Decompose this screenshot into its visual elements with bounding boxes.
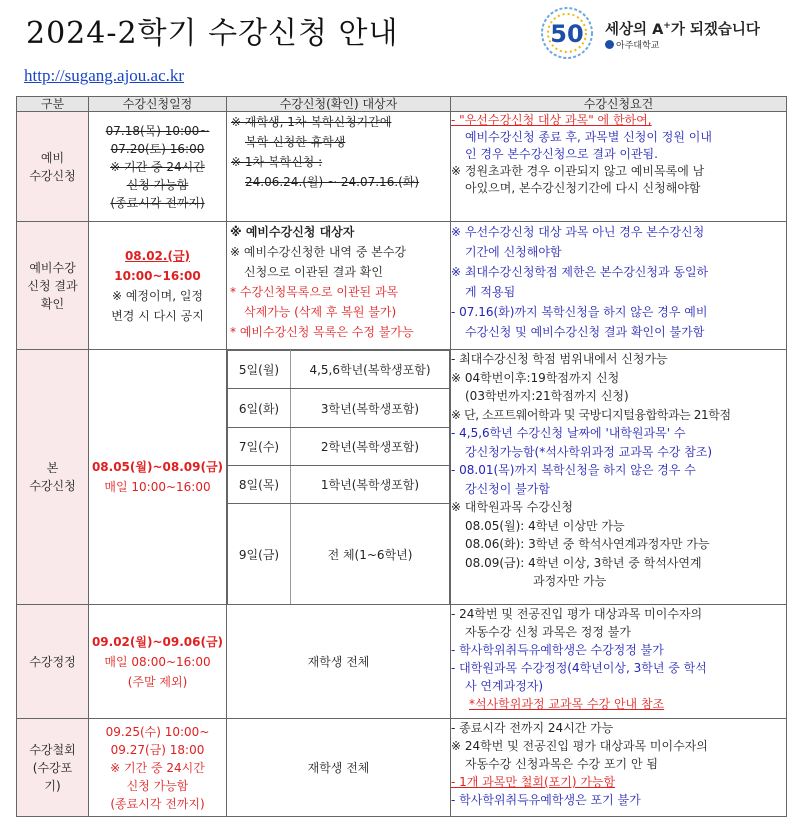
target-cell <box>227 350 451 605</box>
day-label: 6일(화) <box>228 389 291 427</box>
day-label: 9일(금) <box>228 504 291 604</box>
schedule-cell: 09.02(월)~09.06(금) 매일 08:00~16:00 (주말 제외) <box>89 605 227 719</box>
day-table <box>227 350 450 604</box>
col-header: 수강신청요건 <box>451 97 787 112</box>
day-label: 5일(월) <box>228 351 291 389</box>
row-title: 예비수강 신청 결과 확인 <box>17 222 89 350</box>
slogan: 세상의 A+가 되겠습니다 <box>605 21 760 38</box>
col-header: 수강신청(확인) 대상자 <box>227 97 451 112</box>
target-cell: 재학생 전체 <box>227 719 451 817</box>
day-label: 8일(목) <box>228 466 291 504</box>
svg-text:50: 50 <box>550 20 584 48</box>
day-target: 2학년(복학생포함) <box>291 427 450 465</box>
university-logo <box>535 6 785 60</box>
col-header: 수강신청일정 <box>89 97 227 112</box>
page-header <box>0 0 791 92</box>
target-cell: 재학생 전체 <box>227 605 451 719</box>
col-header: 구분 <box>17 97 89 112</box>
row-title: 본 수강신청 <box>17 350 89 605</box>
row-title: 예비 수강신청 <box>17 112 89 222</box>
target-cell: ※ 예비수강신청 대상자 ※ 예비수강신청한 내역 중 본수강 신청으로 이관된 결과 확인 * 수강신청목록으로 이관된 과목 삭제가능 (삭제 후 복원 불가) * 예비수강신청 목록은 수정 불가능 <box>227 222 451 350</box>
table-row <box>17 719 787 817</box>
day-label: 7일(수) <box>228 427 291 465</box>
day-row <box>228 427 450 465</box>
target-cell: ※ 재학생, 1차 복학신청기간에 복학 신청한 휴학생 ※ 1차 복학신청 : 24.06.24.(월) ~ 24.07.16.(화) <box>227 112 451 222</box>
day-row <box>228 389 450 427</box>
page-title: 2024-2학기 수강신청 안내 <box>26 16 399 51</box>
day-target: 3학년(복학생포함) <box>291 389 450 427</box>
day-target: 4,5,6학년(복학생포함) <box>291 351 450 389</box>
schedule-table <box>16 96 787 817</box>
requirement-cell: - 종료시각 전까지 24시간 가능 ※ 24학번 및 전공진입 평가 대상과목 미이수자의 자동수강 신청과목은 수강 포기 안 됨 - 1개 과목만 철회(포기) 가능함 - 학사학위취득유예학생은 포기 불가 <box>451 719 787 817</box>
table-row <box>17 350 787 605</box>
schedule-cell: 08.05(월)~08.09(금) 매일 10:00~16:00 <box>89 350 227 605</box>
requirement-cell: - 24학번 및 전공진입 평가 대상과목 미이수자의 자동수강 신청 과목은 정정 불가 - 학사학위취득유예학생은 수강정정 불가 - 대학원과목 수강정정(4학년이상, 3학년 중 학석 사 연계과정자) *석사학위과정 교과목 수강 안내 참조 <box>451 605 787 719</box>
day-row <box>228 351 450 389</box>
requirement-cell: - 최대수강신청 학점 범위내에서 신청가능 ※ 04학번이후:19학점까지 신청 (03학번까지:21학점까지 신청) ※ 단, 소프트웨어학과 및 국방디지털융합학과는 21학점 - 4,5,6학년 수강신청 날짜에 '내학원과목' 수 강신청가능함(*석사학위과정 교과목 수강 참조) - 08.01(목)까지 복학신청을 하지 않은 경우 수 강신청이 불가함 ※ 대학원과목 수강신청 08.05(월): 4학년 이상만 가능 08.06(화): 3학년 중 학석사연계과정자만 가능 08.09(금): 4학년 이상, 3학년 중 학석사연계 과정자만 가능 <box>451 350 787 605</box>
requirement-cell: ※ 우선수강신청 대상 과목 아닌 경우 본수강신청 기간에 신청해야함 ※ 최대수강신청학점 제한은 본수강신청과 동일하 게 적용됨 - 07.16(화)까지 복학신청을 하지 않은 경우 예비 수강신청 및 예비수강신청 결과 확인이 불가함 <box>451 222 787 350</box>
ajou-emblem-icon <box>605 40 614 49</box>
schedule-cell: 07.18(목) 10:00~ 07.20(토) 16:00 ※ 기간 중 24시간 신청 가능함 (종료시각 전까지) <box>89 112 227 222</box>
table-header-row <box>17 97 787 112</box>
day-row <box>228 466 450 504</box>
table-row <box>17 605 787 719</box>
day-target: 전 체(1~6학년) <box>291 504 450 604</box>
schedule-cell: 08.02.(금) 10:00~16:00 ※ 예정이며, 일정 변경 시 다시 공지 <box>89 222 227 350</box>
sugang-link[interactable]: http://sugang.ajou.ac.kr <box>24 66 185 85</box>
schedule-cell: 09.25(수) 10:00~ 09.27(금) 18:00 ※ 기간 중 24시간 신청 가능함 (종료시각 전까지) <box>89 719 227 817</box>
row-title: 수강정정 <box>17 605 89 719</box>
table-row <box>17 112 787 222</box>
requirement-cell: - "우선수강신청 대상 과목" 에 한하여, 예비수강신청 종료 후, 과목별 신청이 정원 이내 인 경우 본수강신청으로 결과 이관됨. ※ 정원초과한 경우 이관되지 않고 예비목록에 남 아있으며, 본수강신청기간에 다시 신청해야함 <box>451 112 787 222</box>
day-row <box>228 504 450 604</box>
anniversary-50-icon <box>535 6 599 60</box>
row-title: 수강철회 (수강포 기) <box>17 719 89 817</box>
day-target: 1학년(복학생포함) <box>291 466 450 504</box>
university-name: 아주대학교 <box>605 38 659 51</box>
table-row <box>17 222 787 350</box>
